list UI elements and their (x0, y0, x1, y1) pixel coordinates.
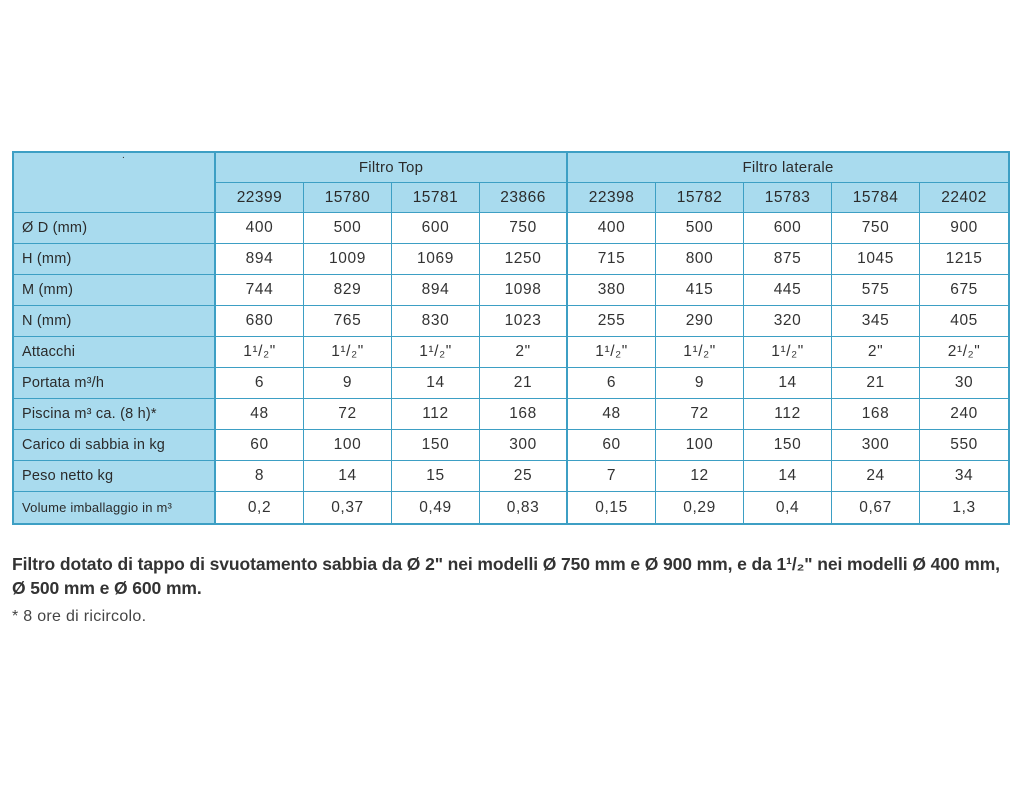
spec-table-body (14, 213, 1008, 523)
table-row (14, 306, 1008, 337)
table-cell: 7 (568, 461, 656, 492)
table-row (14, 399, 1008, 430)
table-cell: 0,2 (216, 492, 304, 523)
table-cell: 1,3 (952, 498, 976, 516)
table-row (14, 213, 1008, 244)
code-header: 15781 (392, 183, 480, 213)
table-cell: 12 (656, 461, 744, 492)
table-cell: 9 (656, 368, 744, 399)
table-cell: 400 (216, 213, 304, 244)
table-cell: 2¹/₂" (920, 337, 1008, 368)
row-label: Volume imballaggio in m³ (14, 492, 216, 523)
table-cell: 0,37 (304, 492, 392, 523)
table-cell: 1¹/₂" (304, 337, 392, 368)
table-cell: 830 (392, 306, 480, 337)
table-cell: 1¹/₂" (392, 337, 480, 368)
row-label: Portata m³/h (14, 368, 216, 399)
table-cell: 6 (568, 368, 656, 399)
table-row (14, 492, 1008, 523)
table-cell: 400 (568, 213, 656, 244)
table-cell: 150 (392, 430, 480, 461)
table-row (14, 368, 1008, 399)
code-header: 15782 (656, 183, 744, 213)
table-row (14, 430, 1008, 461)
code-header: 15784 (832, 183, 920, 213)
code-header: 22399 (216, 183, 304, 213)
row-label: N (mm) (14, 306, 216, 337)
table-cell: 48 (216, 399, 304, 430)
table-cell: 875 (744, 244, 832, 275)
table-cell: 750 (832, 213, 920, 244)
table-cell: 112 (744, 399, 832, 430)
table-cell: 550 (920, 430, 1008, 461)
group-header-row (14, 153, 1008, 183)
table-cell: 744 (216, 275, 304, 306)
table-cell: 72 (656, 399, 744, 430)
table-cell: 345 (832, 306, 920, 337)
table-cell: 0,15 (568, 492, 656, 523)
row-label: Attacchi (14, 337, 216, 368)
spec-table (12, 151, 1010, 525)
table-cell: 168 (832, 399, 920, 430)
table-cell: 168 (480, 399, 568, 430)
table-cell: 500 (304, 213, 392, 244)
group-filtro-top: Filtro Top (216, 153, 568, 183)
table-row (14, 337, 1008, 368)
code-header: 15780 (304, 183, 392, 213)
table-cell: 900 (920, 213, 1008, 244)
code-header: 23866 (480, 183, 568, 213)
table-cell: 300 (480, 430, 568, 461)
table-cell: 750 (480, 213, 568, 244)
table-cell: 320 (744, 306, 832, 337)
table-cell: 680 (216, 306, 304, 337)
table-cell: 445 (744, 275, 832, 306)
table-cell: 2" (480, 337, 568, 368)
table-cell: 1009 (304, 244, 392, 275)
table-cell: 6 (216, 368, 304, 399)
table-cell: 1¹/₂" (656, 337, 744, 368)
code-header: 15783 (744, 183, 832, 213)
table-cell: 14 (744, 461, 832, 492)
table-cell: 2" (832, 337, 920, 368)
table-cell: 715 (568, 244, 656, 275)
row-label: Ø D (mm) (14, 213, 216, 244)
table-cell: 1¹/₂" (568, 337, 656, 368)
table-cell: 829 (304, 275, 392, 306)
table-cell: 25 (480, 461, 568, 492)
table-cell: 100 (304, 430, 392, 461)
table-cell: 14 (392, 368, 480, 399)
table-cell: 24 (832, 461, 920, 492)
table-cell: 1069 (392, 244, 480, 275)
table-cell: 894 (216, 244, 304, 275)
table-cell: 14 (304, 461, 392, 492)
table-cell: 112 (392, 399, 480, 430)
table-cell: 9 (304, 368, 392, 399)
corner-cell (14, 150, 216, 213)
table-cell: 240 (920, 399, 1008, 430)
table-cell: 894 (392, 275, 480, 306)
table-row (14, 244, 1008, 275)
table-cell: 575 (832, 275, 920, 306)
table-cell: 150 (744, 430, 832, 461)
row-label: Carico di sabbia in kg (14, 430, 216, 461)
table-cell: 1023 (480, 306, 568, 337)
table-cell: 1215 (920, 244, 1008, 275)
table-cell: 800 (656, 244, 744, 275)
code-header: 22398 (568, 183, 656, 213)
table-cell: 290 (656, 306, 744, 337)
table-cell: 600 (744, 213, 832, 244)
table-cell: 255 (568, 306, 656, 337)
table-cell: 0,49 (392, 492, 480, 523)
table-cell: 405 (920, 306, 1008, 337)
sand-drain-note: Filtro dotato di tappo di svuotamento sabbia da Ø 2" nei modelli Ø 750 mm e Ø 900 mm, e da 1¹/₂" nei modelli Ø 400 mm, Ø 500 mm e Ø 600 mm. (12, 554, 1000, 598)
table-cell: 600 (392, 213, 480, 244)
table-cell: 1¹/₂" (744, 337, 832, 368)
table-cell: 48 (568, 399, 656, 430)
corner-mark: . (122, 150, 126, 161)
table-cell: 15 (392, 461, 480, 492)
table-cell: 415 (656, 275, 744, 306)
table-cell: 1045 (832, 244, 920, 275)
table-cell: 675 (920, 275, 1008, 306)
table-cell: 72 (304, 399, 392, 430)
table-cell: 30 (920, 368, 1008, 399)
table-cell: 14 (744, 368, 832, 399)
row-label: H (mm) (14, 244, 216, 275)
table-cell: 1250 (480, 244, 568, 275)
table-cell: 0,29 (656, 492, 744, 523)
row-label: M (mm) (14, 275, 216, 306)
table-cell: 0,83 (480, 492, 568, 523)
table-cell: 60 (568, 430, 656, 461)
table-cell: 1098 (480, 275, 568, 306)
footnote: * 8 ore di ricircolo. (12, 608, 147, 625)
table-cell: 100 (656, 430, 744, 461)
table-cell: 0,67 (832, 492, 920, 523)
table-cell: 60 (216, 430, 304, 461)
code-header: 22402 (920, 183, 1008, 213)
table-cell: 380 (568, 275, 656, 306)
row-label: Piscina m³ ca. (8 h)* (14, 399, 216, 430)
table-cell: 765 (304, 306, 392, 337)
table-cell: 0,4 (744, 492, 832, 523)
row-label: Peso netto kg (14, 461, 216, 492)
table-cell: 1¹/₂" (216, 337, 304, 368)
table-cell: 21 (480, 368, 568, 399)
table-row (14, 461, 1008, 492)
table-cell: 8 (216, 461, 304, 492)
table-cell: 34 (920, 461, 1008, 492)
table-cell: 300 (832, 430, 920, 461)
table-row (14, 275, 1008, 306)
table-cell: 21 (832, 368, 920, 399)
group-filtro-laterale: Filtro laterale (568, 153, 1008, 183)
table-cell: 500 (656, 213, 744, 244)
